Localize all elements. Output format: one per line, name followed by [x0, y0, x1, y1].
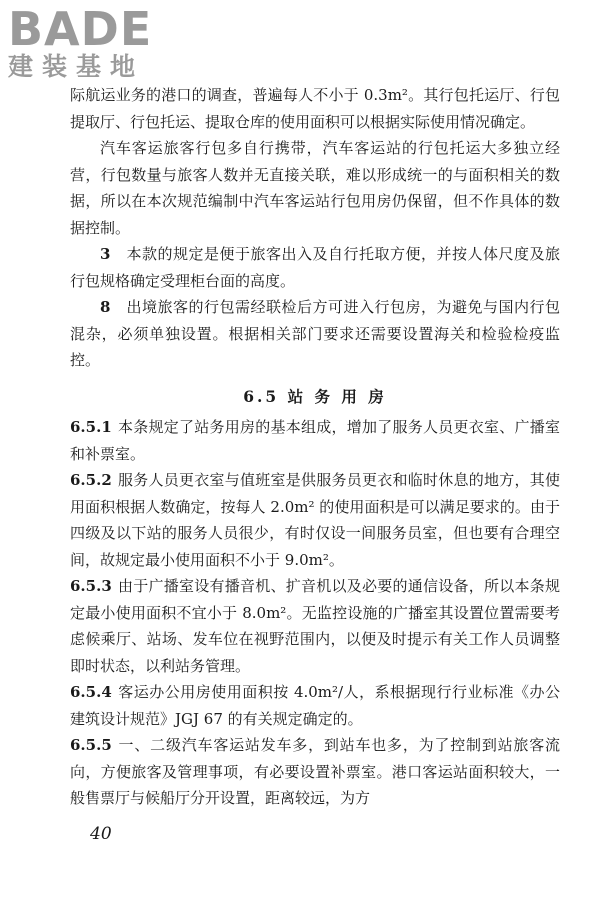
clause-text: 一、二级汽车客运站发车多，到站车也多，为了控制到站旅客流向，方便旅客及管理事项，有必要设置补票室。港口客运站面积较大，一般售票厅与候船厅分开设置，距离较远，为方 — [70, 736, 560, 807]
clause-number: 6.5.2 — [70, 471, 112, 489]
page-number: 40 — [90, 824, 112, 844]
paragraph-item-3 — [70, 241, 560, 294]
clause-text: 服务人员更衣室与值班室是供服务员更衣和临时休息的地方，其使用面积根据人数确定，按每人 2.0m² 的使用面积是可以满足要求的。由于四级及以下站的服务人员很少，有时仅设一间服务员室，但也要有合理空间，故规定最小使用面积不小于 9.0m²。 — [70, 471, 560, 569]
page-body — [70, 82, 560, 812]
clause-6-5-2 — [70, 467, 560, 573]
clause-6-5-1 — [70, 414, 560, 467]
item-number: 3 — [100, 245, 111, 263]
section-heading: 6.5 站 务 用 房 — [243, 386, 387, 406]
item-text: 本款的规定是便于旅客出入及自行托取方便，并按人体尺度及旅行包规格确定受理柜台面的高度。 — [70, 245, 560, 290]
clause-number: 6.5.4 — [70, 683, 112, 701]
clause-6-5-4 — [70, 679, 560, 732]
clause-number: 6.5.5 — [70, 736, 112, 754]
clause-number: 6.5.1 — [70, 418, 112, 436]
bade-logo — [8, 4, 176, 82]
clause-text: 由于广播室设有播音机、扩音机以及必要的通信设备，所以本条规定最小使用面积不宜小于 8.0m²。无监控设施的广播室其设置位置需要考虑候乘厅、站场、发车位在视野范围内，以便及时提示有关工作人员调整即时状态，以利站务管理。 — [70, 577, 560, 675]
clause-text: 本条规定了站务用房的基本组成，增加了服务人员更衣室、广播室和补票室。 — [70, 418, 560, 463]
clause-6-5-3 — [70, 573, 560, 679]
paragraph-item-8 — [70, 294, 560, 374]
clause-6-5-5 — [70, 732, 560, 812]
paragraph-continued: 际航运业务的港口的调查，普遍每人不小于 0.3m²。其行包托运厅、行包提取厅、行包托运、提取仓库的使用面积可以根据实际使用情况确定。 — [70, 86, 560, 131]
paragraph-bus-luggage: 汽车客运旅客行包多自行携带，汽车客运站的行包托运大多独立经营，行包数量与旅客人数并无直接关联，难以形成统一的与面积相关的数据，所以在本次规范编制中汽车客运站行包用房仍保留，但不作具体的数据控制。 — [70, 139, 560, 237]
item-number: 8 — [100, 298, 111, 316]
clause-number: 6.5.3 — [70, 577, 112, 595]
logo-mark: BADE — [8, 2, 153, 56]
item-text: 出境旅客的行包需经联检后方可进入行包房，为避免与国内行包混杂，必须单独设置。根据相关部门要求还需要设置海关和检验检疫监控。 — [70, 298, 560, 369]
clause-text: 客运办公用房使用面积按 4.0m²/人，系根据现行行业标准《办公建筑设计规范》JGJ 67 的有关规定确定的。 — [70, 683, 560, 728]
logo-subtitle: 建装基地 — [8, 52, 145, 81]
